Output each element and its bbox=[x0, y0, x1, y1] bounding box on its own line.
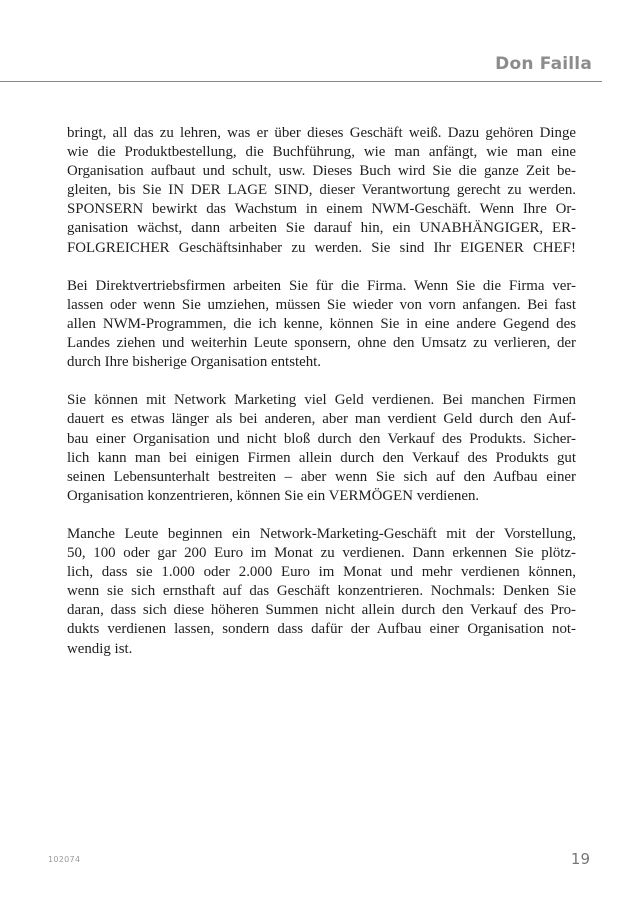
text-line: lassen oder wenn Sie umziehen, müssen Sie wieder von vorn anfangen. Bei fast bbox=[67, 296, 576, 313]
text-line: lich kann man bei einigen Firmen allein durch den Verkauf des Produkts gut bbox=[67, 449, 576, 466]
text-line: dauert es etwas länger als bei anderen, aber man verdient Geld durch den Auf- bbox=[67, 411, 576, 428]
text-line: Manche Leute beginnen ein Network-Marketing-Geschäft mit der Vorstellung, bbox=[67, 525, 576, 542]
text-line: wendig ist. bbox=[67, 640, 133, 657]
text-line: Organisation aufbaut und schult, usw. Dieses Buch wird Sie die ganze Zeit be- bbox=[67, 163, 576, 180]
text-line: daran, dass sich diese höheren Summen nicht allein durch den Verkauf des Pro- bbox=[67, 602, 576, 619]
text-line: bringt, all das zu lehren, was er über dieses Geschäft weiß. Dazu gehören Dinge bbox=[67, 125, 576, 141]
paragraph-3 bbox=[67, 391, 576, 506]
text-line: allen NWM-Programmen, die ich kenne, können Sie in eine andere Gegend des bbox=[67, 315, 576, 332]
text-line: Landes ziehen und weiterhin Leute sponsern, ohne den Umsatz zu verlieren, der bbox=[67, 335, 576, 352]
text-line: Organisation konzentrieren, können Sie ein VERMÖGEN verdienen. bbox=[67, 487, 480, 504]
paragraph-2 bbox=[67, 277, 576, 372]
text-line: Bei Direktvertriebsfirmen arbeiten Sie für die Firma. Wenn Sie die Firma ver- bbox=[67, 277, 576, 294]
footer-print-code: 102074 bbox=[48, 855, 81, 864]
text-line: ganisation wächst, dann arbeiten Sie darauf hin, ein UNABHÄNGIGER, ER- bbox=[67, 220, 576, 237]
paragraph-4 bbox=[67, 525, 576, 659]
running-header-author: Don Failla bbox=[495, 54, 592, 74]
text-line: wie die Produktbestellung, die Buchführung, wie man anfängt, wie man eine bbox=[67, 144, 576, 161]
text-line: wenn sie sich ernsthaft auf das Geschäft konzentrieren. Nochmals: Denken Sie bbox=[67, 583, 576, 600]
text-line: lich, dass sie 1.000 oder 2.000 Euro im Monat und mehr verdienen können, bbox=[67, 564, 576, 581]
text-line: dukts verdienen lassen, sondern dass dafür der Aufbau einer Organisation not- bbox=[67, 621, 576, 638]
text-line: gleiten, bis Sie IN DER LAGE SIND, dieser Verantwortung gerecht zu werden. bbox=[67, 182, 576, 199]
text-line: 50, 100 oder gar 200 Euro im Monat zu verdienen. Dann erkennen Sie plötz- bbox=[67, 545, 576, 562]
body-text bbox=[67, 124, 576, 678]
page-number: 19 bbox=[570, 850, 590, 868]
text-line: SPONSERN bewirkt das Wachstum in einem NWM-Geschäft. Wenn Ihre Or- bbox=[67, 201, 576, 218]
paragraph-1 bbox=[67, 124, 576, 258]
text-line: bau einer Organisation und nicht bloß durch den Verkauf des Produkts. Sicher- bbox=[67, 430, 576, 447]
text-line: seinen Lebensunterhalt bestreiten – aber wenn Sie sich auf den Aufbau einer bbox=[67, 468, 576, 485]
text-line: FOLGREICHER Geschäftsinhaber zu werden. Sie sind Ihr EIGENER CHEF! bbox=[67, 239, 576, 256]
text-line: durch Ihre bisherige Organisation entsteht. bbox=[67, 354, 322, 371]
header-rule bbox=[0, 81, 602, 82]
text-line: Sie können mit Network Marketing viel Geld verdienen. Bei manchen Firmen bbox=[67, 392, 576, 409]
